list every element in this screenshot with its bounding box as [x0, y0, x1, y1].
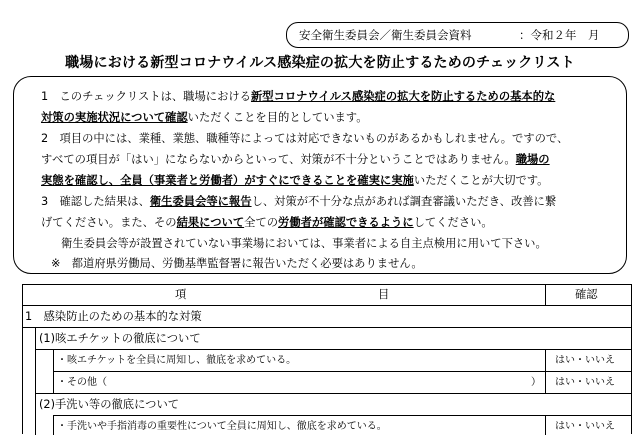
- column-header-check: 確認: [575, 288, 598, 301]
- check-item: ・咳エチケットを全員に周知し、徹底を求めている。: [57, 355, 297, 366]
- table-row-divider: [23, 327, 631, 328]
- check-item: ・手洗いや手指消毒の重要性について全員に周知し、徹底を求めている。: [57, 421, 387, 432]
- note-5: ※ 都道府県労働局、労働基準監督署に報告いただく必要はありません。: [51, 257, 423, 270]
- note-text: 1 このチェックリストは、職場における: [41, 90, 251, 103]
- table-row-divider: [35, 349, 631, 350]
- section-heading: 1 感染防止のための基本的な対策: [25, 310, 202, 323]
- note-text: いただくことが大切です。: [413, 174, 549, 187]
- note-text: いただくことを目的としています。: [187, 111, 368, 124]
- check-item-other: ・その他（: [57, 377, 107, 388]
- committee-label: 安全衛生委員会／衛生委員会資料: [299, 28, 472, 42]
- note-3-line-2: [41, 215, 493, 231]
- subsection-heading: (2)手洗い等の徹底について: [39, 398, 180, 411]
- note-2-line-1: [41, 131, 568, 147]
- column-header-item: 項: [175, 288, 187, 301]
- indent-line: [53, 415, 54, 435]
- note-emphasis: 労働者が確認できるように: [278, 216, 414, 229]
- note-1-line-1: [41, 89, 555, 105]
- table-header-divider: [23, 305, 631, 306]
- document-header-box: [286, 22, 629, 48]
- bracket-close: ）: [531, 377, 541, 388]
- note-text: 2 項目の中には、業種、業態、職種等によっては対応できないものがあるかもしれません。ですので、: [41, 132, 569, 145]
- column-header-item: 目: [378, 288, 390, 301]
- yes-no-choice[interactable]: はい・いいえ: [555, 421, 615, 432]
- note-text: 全ての: [244, 216, 279, 229]
- note-emphasis: 衛生委員会等に報告: [149, 195, 252, 208]
- date-label: ：令和２年 月: [519, 28, 600, 42]
- note-text: すべての項目が「はい」にならないからといって、対策が不十分ということではありません。: [41, 153, 516, 166]
- yes-no-choice[interactable]: はい・いいえ: [555, 377, 615, 388]
- note-text: し、対策が不十分な点があれば調査審議いただき、改善に繋: [251, 195, 557, 208]
- yes-no-choice[interactable]: はい・いいえ: [555, 355, 615, 366]
- note-3-line-1: [41, 194, 556, 210]
- check-column-divider: [545, 349, 546, 393]
- note-2-line-3: [41, 173, 548, 189]
- subsection-heading: (1)咳エチケットの徹底について: [39, 332, 201, 345]
- check-column-divider: [545, 415, 546, 435]
- check-column-divider: [545, 285, 546, 305]
- note-emphasis: 実態を確認し、全員（事業者と労働者）がすぐにできることを確実に実施: [41, 174, 414, 187]
- note-1-line-2: [41, 110, 368, 126]
- page-title: 職場における新型コロナウイルス感染症の拡大を防止するためのチェックリスト: [65, 55, 575, 71]
- instructions-box: [13, 76, 627, 274]
- note-text: してください。: [413, 216, 493, 229]
- table-row-divider: [35, 393, 631, 394]
- indent-line: [35, 327, 36, 435]
- note-2-line-2: [41, 152, 550, 168]
- checklist-table: [22, 284, 632, 434]
- note-emphasis: 職場の: [515, 153, 550, 166]
- note-emphasis: 結果について: [176, 216, 245, 229]
- note-emphasis: 対策の実施状況について確認: [41, 111, 188, 124]
- note-emphasis: 新型コロナウイルス感染症の拡大を防止するための基本的な: [250, 90, 556, 103]
- note-text: げてください。また、その: [41, 216, 177, 229]
- note-4: 衛生委員会等が設置されていない事業場においては、事業者による自主点検用に用いて下さい。: [61, 237, 547, 250]
- note-text: 3 確認した結果は、: [41, 195, 150, 208]
- indent-line: [53, 349, 54, 393]
